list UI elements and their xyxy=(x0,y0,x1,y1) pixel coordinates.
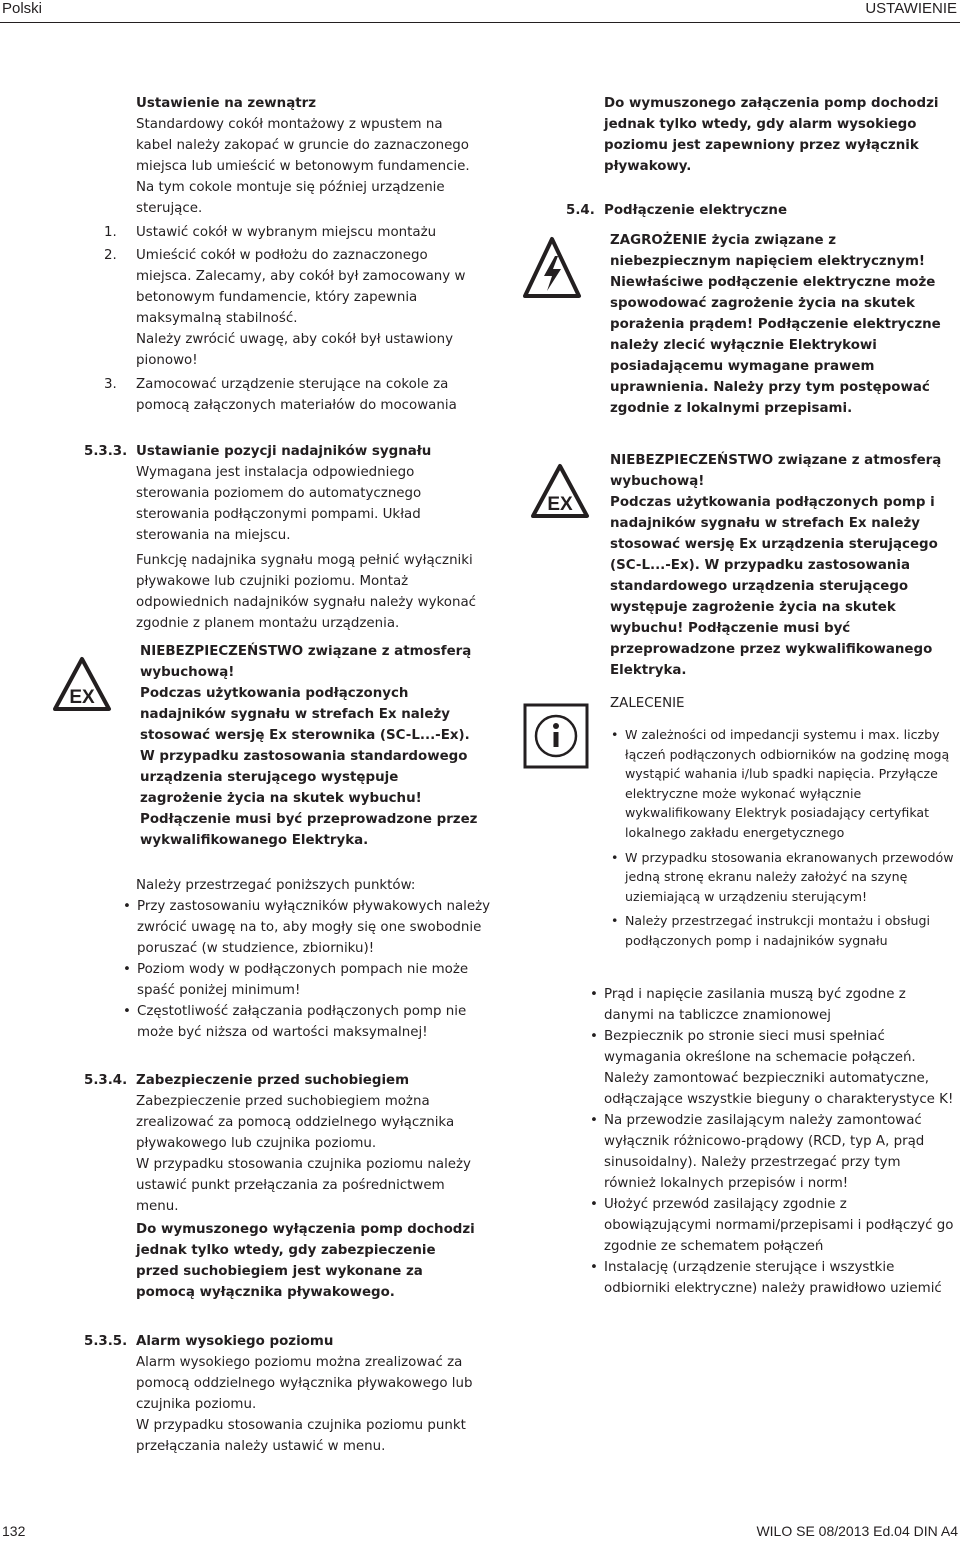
ex-warning-left xyxy=(140,641,480,851)
section-54-title: Podłączenie elektryczne xyxy=(604,203,788,218)
electric-bullets xyxy=(590,984,955,1299)
section-533-title: Ustawianie pozycji nadajników sygnału xyxy=(136,444,432,459)
points-block xyxy=(123,875,493,1043)
outdoor-block xyxy=(136,93,476,219)
outdoor-intro: Standardowy cokół montażowy z wpustem na kabel należy zakopać w gruncie do zaznaczonego miejsca lub umieścić w betonowym fundamencie. Na tym cokole montuje się później urządzenie sterujące. xyxy=(136,117,470,216)
ex-icon-label: EX xyxy=(69,687,95,708)
outdoor-title: Ustawienie na zewnątrz xyxy=(136,96,317,111)
section-533-p2: Funkcję nadajnika sygnału mogą pełnić wyłączniki pływakowe lub czujniki poziomu. Montaż odpowiednich nadajników sygnału należy wykonać zgodnie z planem montażu urządzenia. xyxy=(136,553,477,631)
section-533-p1: Wymagana jest instalacja odpowiedniego sterowania poziomem do automatycznego sterowania podłączonymi pompami. Układ sterowania na miejscu. xyxy=(136,465,422,543)
ex-warning-icon xyxy=(52,656,112,712)
list-item: • Poziom wody w podłączonych pompach nie może spaść poniżej minimum! xyxy=(123,959,493,1001)
step2-block xyxy=(136,245,481,371)
electric-warning-title: ZAGROŻENIE życia związane z niebezpiecznym napięciem elektrycznym! xyxy=(610,233,926,269)
section-534-number: 5.3.4. xyxy=(84,1073,128,1088)
section-534 xyxy=(136,1070,481,1303)
list-item: • W przypadku stosowania ekranowanych przewodów jedną stronę ekranu należy założyć na szynę uziemiającą w urządzeniu sterującym! xyxy=(611,848,956,907)
ex-icon-label: EX xyxy=(547,494,573,515)
header-language: Polski xyxy=(2,0,43,17)
info-icon xyxy=(523,703,589,769)
ex-warning-right-title: NIEBEZPIECZEŃSTWO związane z atmosferą wybuchową! xyxy=(610,453,942,489)
recommendation-list xyxy=(611,725,956,951)
ex-warning-left-title: NIEBEZPIECZEŃSTWO związane z atmosferą wybuchową! xyxy=(140,644,472,680)
section-534-title: Zabezpieczenie przed suchobiegiem xyxy=(136,1073,410,1088)
section-535-p2: W przypadku stosowania czujnika poziomu punkt przełączania należy ustawić w menu. xyxy=(136,1418,466,1454)
footer-publisher: WILO SE 08/2013 Ed.04 DIN A4 xyxy=(756,1523,958,1539)
section-534-p3: Do wymuszonego wyłączenia pomp dochodzi jednak tylko wtedy, gdy zabezpieczenie przed suchobiegiem jest wykonane za pomocą wyłącznika pływakowego. xyxy=(136,1222,475,1300)
ex-warning-icon xyxy=(530,463,590,519)
section-534-p1: Zabezpieczenie przed suchobiegiem można zrealizować za pomocą oddzielnego wyłącznika pływakowego lub czujnika poziomu. xyxy=(136,1094,455,1151)
step3-text: Zamocować urządzenie sterujące na cokole za pomocą załączonych materiałów do mocowania xyxy=(136,377,457,413)
points-intro: Należy przestrzegać poniższych punktów: xyxy=(136,878,416,893)
ex-warning-left-body: Podczas użytkowania podłączonych nadajników sygnału w strefach Ex należy stosować wersję Ex sterownika (SC-L...-Ex). W przypadku zastosowania standardowego urządzenia sterującego występuje zagrożenie życia na skutek wybuchu! Podłączenie musi być przeprowadzone przez wykwalifikowanego Elektryka. xyxy=(140,686,478,848)
section-533 xyxy=(136,441,486,634)
list-item: • Instalację (urządzenie sterujące i wszystkie odbiorniki elektryczne) należy prawidłowo uziemić xyxy=(590,1257,955,1299)
section-533-number: 5.3.3. xyxy=(84,444,128,459)
list-item: • Należy przestrzegać instrukcji montażu i obsługi podłączonych pomp i nadajników sygnału xyxy=(611,911,956,950)
header-divider xyxy=(0,22,960,23)
forced-on-note: Do wymuszonego załączenia pomp dochodzi jednak tylko wtedy, gdy alarm wysokiego poziomu jest zapewniony przez wyłącznik pływakowy. xyxy=(604,96,939,174)
points-list xyxy=(123,896,493,1043)
step2-text: Umieścić cokół w podłożu do zaznaczonego miejsca. Zalecamy, aby cokół był zamocowany w betonowym fundamencie, który zapewnia maksymalną stabilność. xyxy=(136,248,466,326)
recommendation-title: ZALECENIE xyxy=(610,696,685,711)
step1-text: Ustawić cokół w wybranym miejscu montażu xyxy=(136,225,437,240)
electric-warning xyxy=(610,230,950,419)
section-535-number: 5.3.5. xyxy=(84,1334,128,1349)
header-section: USTAWIENIE xyxy=(865,0,957,17)
section-534-p2: W przypadku stosowania czujnika poziomu należy ustawić punkt przełączania za pośrednictwem menu. xyxy=(136,1157,471,1214)
high-voltage-icon xyxy=(522,236,582,300)
electric-warning-body: Niewłaściwe podłączenie elektryczne może spowodować zagrożenie życia na skutek porażenia prądem! Podłączenie elektryczne należy zlecić wyłącznie Elektrykowi posiadającemu wymagane prawem uprawnienia. Należy przy tym postępować zgodnie z lokalnymi przepisami. xyxy=(610,275,941,416)
section-54-number: 5.4. xyxy=(566,203,595,218)
list-item: • Przy zastosowaniu wyłączników pływakowych należy zwrócić uwagę na to, aby mogły się one swobodnie poruszać (w studzience, zbiorniku)! xyxy=(123,896,493,959)
list-item: • W zależności od impedancji systemu i max. liczby łączeń podłączonych odbiorników na godzinę mogą wystąpić wahania i/lub spadki napięcia. Przyłącze elektryczne może wykonać wyłącznie wykwalifikowany Elektryk posiadający certyfikat lokalnego zakładu energetycznego xyxy=(611,725,956,843)
section-535 xyxy=(136,1331,481,1457)
list-item: • Bezpiecznik po stronie sieci musi spełniać wymagania określone na schemacie połączeń. Należy zamontować bezpieczniki automatyczne, odłączające wszystkie bieguny o charakterystyce K! xyxy=(590,1026,955,1110)
section-535-title: Alarm wysokiego poziomu xyxy=(136,1334,334,1349)
step2-note: Należy zwrócić uwagę, aby cokół był ustawiony pionowo! xyxy=(136,332,454,368)
step1-number: 1. xyxy=(104,225,117,240)
list-item: • Na przewodzie zasilającym należy zamontować wyłącznik różnicowo-prądowy (RCD, typ A, prąd sinusoidalny). Należy przestrzegać przy tym również lokalnych przepisów i norm! xyxy=(590,1110,955,1194)
ex-warning-right xyxy=(610,450,950,681)
step3-number: 3. xyxy=(104,377,117,392)
list-item: • Ułożyć przewód zasilający zgodnie z obowiązującymi normami/przepisami i podłączyć go zgodnie ze schematem połączeń xyxy=(590,1194,955,1257)
page-number: 132 xyxy=(2,1523,26,1539)
ex-warning-right-body: Podczas użytkowania podłączonych pomp i nadajników sygnału w strefach Ex należy stosować wersję Ex urządzenia sterującego (SC-L...-Ex). W przypadku zastosowania standardowego urządzenia sterującego występuje zagrożenie życia na skutek wybuchu! Podłączenie musi być przeprowadzone przez wykwalifikowanego Elektryka. xyxy=(610,495,938,678)
list-item: • Częstotliwość załączania podłączonych pomp nie może być niższa od wartości maksymalnej! xyxy=(123,1001,493,1043)
section-535-p1: Alarm wysokiego poziomu można zrealizować za pomocą oddzielnego wyłącznika pływakowego lub czujnika poziomu. xyxy=(136,1355,473,1412)
step2-number: 2. xyxy=(104,248,117,263)
list-item: • Prąd i napięcie zasilania muszą być zgodne z danymi na tabliczce znamionowej xyxy=(590,984,955,1026)
